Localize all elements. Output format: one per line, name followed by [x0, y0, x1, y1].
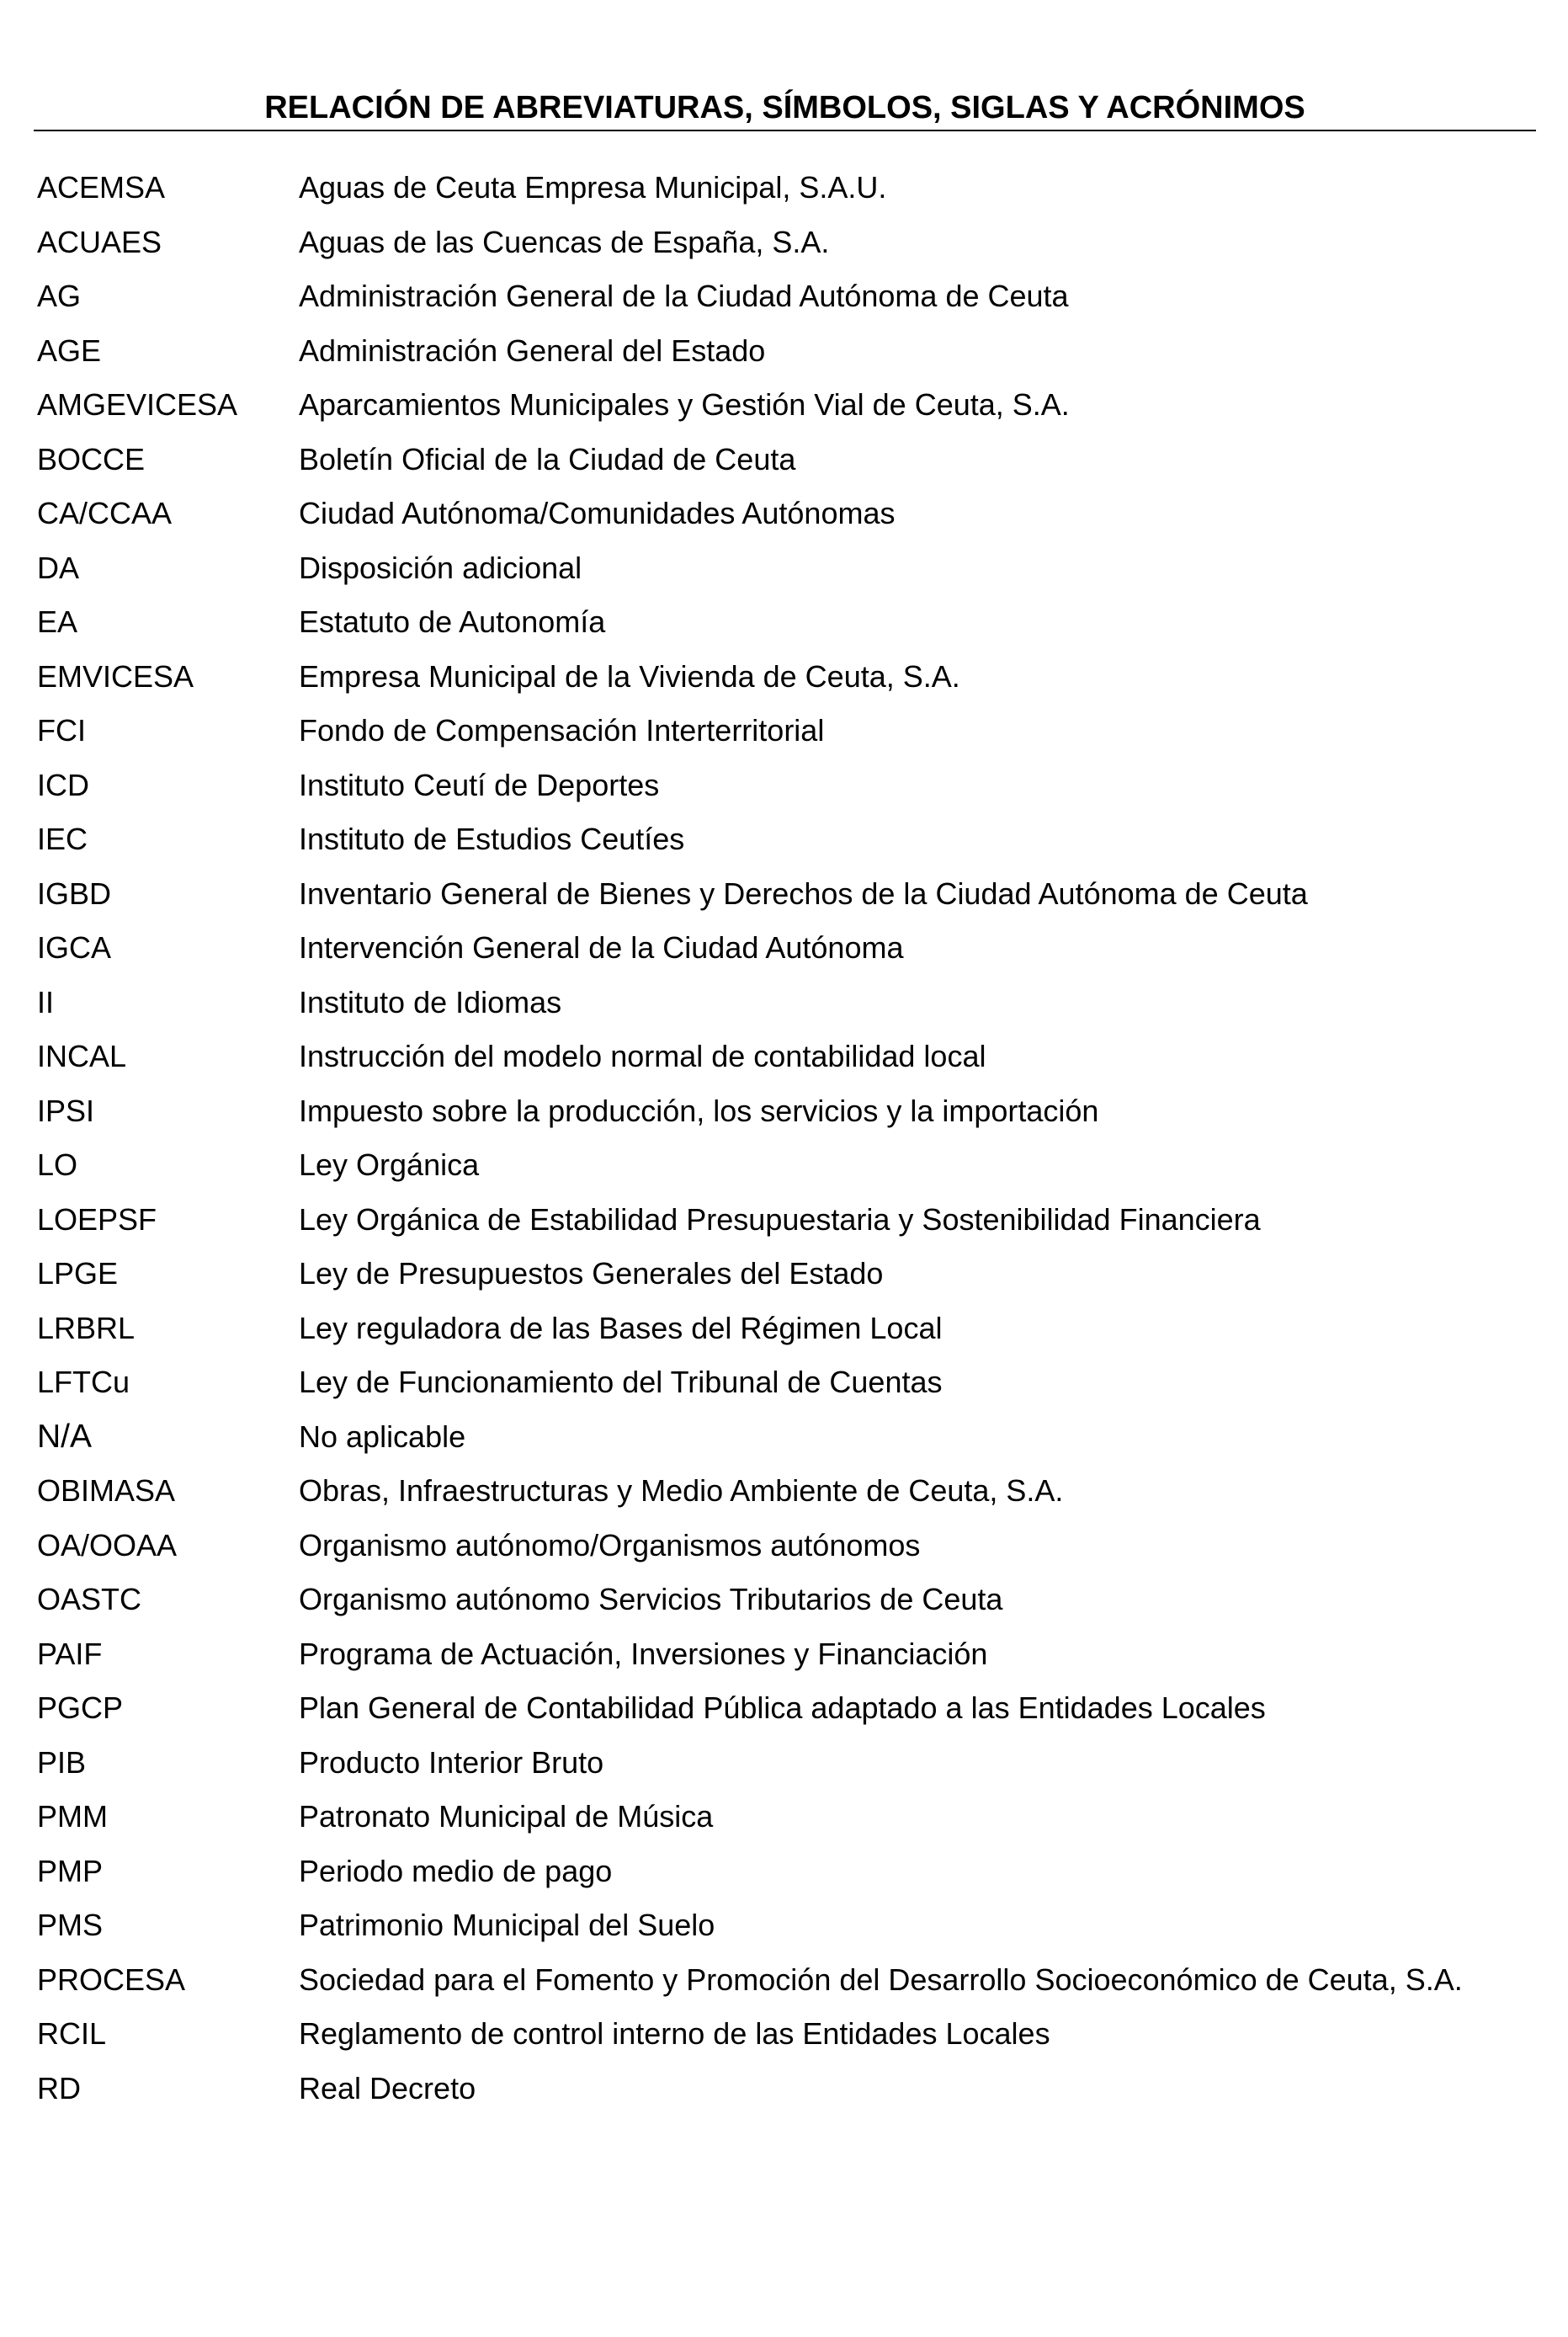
definition: Instituto de Idiomas	[299, 984, 562, 1019]
definition: Boletín Oficial de la Ciudad de Ceuta	[299, 441, 796, 476]
abbreviation: PGCP	[37, 1690, 124, 1725]
page-title: RELACIÓN DE ABREVIATURAS, SÍMBOLOS, SIGLAS Y ACRÓNIMOS	[264, 90, 1305, 125]
abbreviation: DA	[37, 550, 80, 585]
abbreviation: LOEPSF	[37, 1201, 157, 1237]
definition: Disposición adicional	[299, 550, 582, 585]
abbreviation: PROCESA	[37, 1962, 186, 1997]
definition: Ciudad Autónoma/Comunidades Autónomas	[299, 496, 896, 530]
abbreviation: AGE	[37, 333, 102, 368]
definition: Fondo de Compensación Interterritorial	[299, 713, 825, 748]
abbreviation: CA/CCAA	[37, 496, 173, 530]
definition: Aparcamientos Municipales y Gestión Vial de Ceuta, S.A.	[299, 387, 1070, 422]
abbreviation: ICD	[37, 767, 89, 802]
abbreviation: IPSI	[37, 1093, 95, 1128]
abbreviation: PIB	[37, 1744, 87, 1780]
abbreviation: LRBRL	[37, 1310, 136, 1345]
abbreviation: OASTC	[37, 1582, 142, 1616]
definition: Obras, Infraestructuras y Medio Ambiente de Ceuta, S.A.	[299, 1473, 1064, 1508]
definition: Organismo autónomo/Organismos autónomos	[299, 1527, 921, 1562]
definition: Sociedad para el Fomento y Promoción del Desarrollo Socioeconómico de Ceuta, S.A.	[299, 1962, 1463, 1997]
definition: Reglamento de control interno de las Entidades Locales	[299, 2016, 1050, 2051]
definition: Instrucción del modelo normal de contabilidad local	[299, 1039, 986, 1073]
definition: Producto Interior Bruto	[299, 1744, 604, 1780]
definition: Organismo autónomo Servicios Tributarios de Ceuta	[299, 1582, 1003, 1616]
definition: No aplicable	[299, 1419, 466, 1454]
abbreviation: PMP	[37, 1853, 104, 1888]
abbreviation: RCIL	[37, 2016, 107, 2051]
abbreviation: FCI	[37, 713, 86, 748]
definition: Inventario General de Bienes y Derechos de la Ciudad Autónoma de Ceuta	[299, 876, 1308, 911]
abbreviation: N/A	[37, 1418, 93, 1455]
abbreviation: INCAL	[37, 1039, 127, 1073]
abbreviation: RD	[37, 2070, 81, 2105]
abbreviation: OBIMASA	[37, 1473, 176, 1508]
abbreviation: LPGE	[37, 1256, 119, 1291]
abbreviation: EA	[37, 604, 78, 639]
definition: Instituto Ceutí de Deportes	[299, 767, 660, 802]
definition: Intervención General de la Ciudad Autónoma	[299, 930, 904, 965]
definition: Ley Orgánica	[299, 1147, 480, 1182]
abbreviation: PAIF	[37, 1636, 103, 1671]
abbreviation: IGCA	[37, 930, 112, 965]
definition: Programa de Actuación, Inversiones y Financiación	[299, 1636, 988, 1671]
abbreviation: LO	[37, 1147, 78, 1182]
definition: Patronato Municipal de Música	[299, 1799, 714, 1834]
abbreviation: AG	[37, 279, 82, 313]
definition: Empresa Municipal de la Vivienda de Ceuta, S.A.	[299, 658, 960, 694]
abbreviation: ACUAES	[37, 224, 162, 259]
definition: Instituto de Estudios Ceutíes	[299, 822, 685, 856]
abbreviation: PMS	[37, 1908, 104, 1942]
abbreviation: IGBD	[37, 876, 112, 911]
abbreviation: BOCCE	[37, 441, 146, 476]
definition: Aguas de las Cuencas de España, S.A.	[299, 224, 830, 259]
definition: Ley reguladora de las Bases del Régimen Local	[299, 1310, 943, 1345]
definition: Ley Orgánica de Estabilidad Presupuestaria y Sostenibilidad Financiera	[299, 1201, 1261, 1237]
abbreviation: IEC	[37, 822, 88, 856]
title-divider	[34, 130, 1536, 131]
abbreviation: AMGEVICESA	[37, 387, 238, 422]
abbreviation: II	[37, 984, 55, 1019]
definition: Periodo medio de pago	[299, 1853, 613, 1888]
definition: Plan General de Contabilidad Pública adaptado a las Entidades Locales	[299, 1690, 1266, 1725]
abbreviation: LFTCu	[37, 1365, 130, 1399]
definition: Ley de Presupuestos Generales del Estado	[299, 1256, 884, 1291]
abbreviation: PMM	[37, 1799, 108, 1834]
definition: Administración General de la Ciudad Autónoma de Ceuta	[299, 279, 1069, 313]
definition: Patrimonio Municipal del Suelo	[299, 1908, 715, 1942]
definition: Administración General del Estado	[299, 333, 766, 368]
definition: Impuesto sobre la producción, los servicios y la importación	[299, 1093, 1099, 1128]
definition: Real Decreto	[299, 2070, 476, 2105]
definition: Ley de Funcionamiento del Tribunal de Cuentas	[299, 1365, 943, 1399]
abbreviation: OA/OOAA	[37, 1527, 178, 1562]
abbreviation: ACEMSA	[37, 170, 166, 205]
definition: Aguas de Ceuta Empresa Municipal, S.A.U.	[299, 170, 887, 205]
definition: Estatuto de Autonomía	[299, 604, 606, 639]
abbreviation: EMVICESA	[37, 658, 194, 694]
